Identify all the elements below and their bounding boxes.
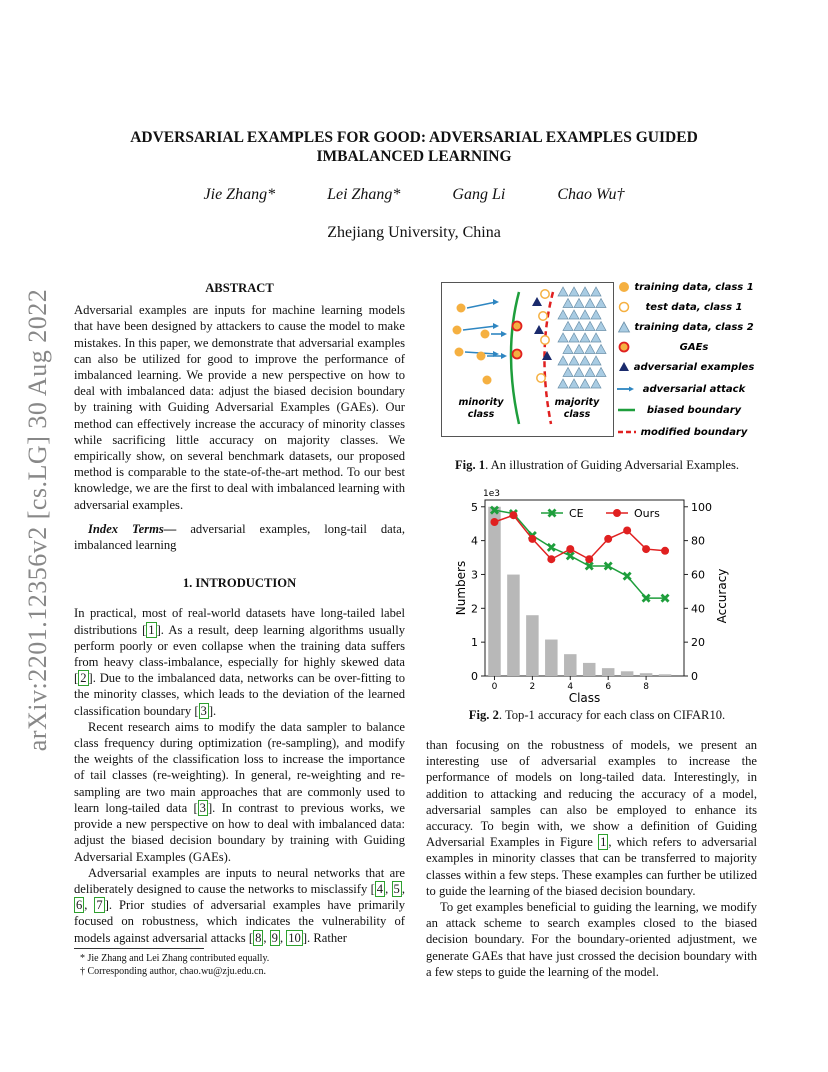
x-axis-label: Class	[568, 691, 601, 705]
figure-1-diagram	[441, 282, 755, 438]
class2-triangle	[585, 368, 595, 377]
point-ours-1	[509, 511, 517, 519]
class2-triangle	[580, 356, 590, 365]
class2-triangle	[563, 299, 573, 308]
class2-triangle	[558, 356, 568, 365]
legend-label-1: training data, class 1	[634, 282, 754, 293]
majority-label-1: majority	[554, 397, 600, 408]
class2-triangle	[574, 368, 584, 377]
intro-paragraph-1: In practical, most of real-world datasets have long-tailed label distributions [ 1 ]. As a result, deep learning algorithms usually perform poorly or even collapse when the training data suffers from heavy class-imbalance, especially for highly skewed data [ 2 ]. Due to the imbalanced data, networks can be over-fitting to the minority classes, which leads to the deviation of the learned classification boundary [ 3 ].	[74, 606, 405, 718]
class2-triangle	[574, 345, 584, 354]
class2-triangle	[574, 299, 584, 308]
legend-label-6: adversarial attack	[642, 384, 746, 395]
point-ours-6	[604, 535, 612, 543]
class2-triangle	[558, 333, 568, 342]
class2-triangle	[585, 299, 595, 308]
y2-tick-label: 40	[691, 602, 705, 616]
training-point-class1	[453, 326, 462, 335]
y2-tick-label: 20	[691, 636, 705, 650]
citation-link[interactable]: 2	[80, 671, 87, 686]
class2-triangles	[558, 287, 606, 388]
bar-class-1	[507, 575, 520, 676]
point-ours-7	[623, 526, 631, 534]
y-tick-label: 3	[471, 568, 478, 582]
class2-triangle	[563, 345, 573, 354]
right-paragraph-1: than focusing on the robustness of models, we present an interesting use of adversarial examples to increase the performance of models on long-tailed data. Interestingly, in addition to attacking and reducing the accuracy of a model, adversarial samples can also be employed to enhance its accuracy. To begin with, we show a definition of Guiding Adversarial Examples in Figure 1 , which refers to adversarial examples in minority classes that can be transferred to majority classes within a few steps. These examples can further be utilized to guide the learning of the biased decision boundary.	[426, 738, 757, 898]
test-point-class1	[541, 336, 549, 344]
point-ours-9	[661, 547, 669, 555]
right-column	[426, 737, 757, 980]
class2-triangle	[569, 379, 579, 388]
class2-triangle	[591, 310, 601, 319]
author-list	[60, 186, 768, 204]
y-tick-label: 5	[471, 500, 478, 514]
class2-triangle	[580, 310, 590, 319]
y2-tick-label: 60	[691, 568, 705, 582]
bar-class-3	[545, 640, 558, 676]
legend-label-7: biased boundary	[646, 405, 742, 416]
figure-2	[452, 486, 752, 706]
class2-triangle	[569, 333, 579, 342]
citation-link[interactable]: 3	[200, 703, 207, 718]
legend-label-ce: CE	[569, 507, 584, 520]
adversarial-point	[534, 325, 544, 334]
legend-label-5: adversarial examples	[633, 362, 755, 373]
class2-triangle	[569, 310, 579, 319]
gae-point	[513, 350, 522, 359]
abstract-text: Adversarial examples are inputs for machine learning models that have been designed by attackers to cause the model to make mistakes. In this paper, we demonstrate that adversarial examples can also be utilized for good to improve the performance of imbalanced learning. We provide a new perspective on how to deal with imbalanced data: adjust the biased decision boundary by training with Guiding Adversarial Examples (GAEs). Our method can effectively increase the accuracy of minority classes while sacrificing little accuracy on majority classes. We empirically show, on several benchmark datasets, our proposed method is comparable to the state-of-the-art method. To our best knowledge, we are the first to deal with imbalanced learning with adversarial examples.	[74, 303, 405, 512]
y-multiplier: 1e3	[483, 489, 500, 499]
test-point-class1	[537, 374, 545, 382]
footnotes	[80, 952, 400, 978]
y-axis-label: Numbers	[454, 560, 468, 616]
class2-triangle	[569, 356, 579, 365]
test-point-class1	[541, 290, 549, 298]
training-point-class1	[477, 352, 486, 361]
training-point-class1	[483, 376, 492, 385]
author-2: Lei Zhang*	[327, 186, 401, 203]
legend-label-ours: Ours	[634, 507, 660, 520]
citation-link[interactable]: 7	[96, 898, 103, 913]
legend-adversarial-icon	[619, 362, 629, 371]
x-tick-label: 8	[643, 682, 649, 692]
footnote-1: * Jie Zhang and Lei Zhang contributed equally.	[80, 953, 270, 964]
citation-link[interactable]: 8	[255, 930, 262, 945]
figure-2-chart	[452, 486, 752, 706]
arxiv-identifier: arXiv:2201.12356v2 [cs.LG] 30 Aug 2022	[23, 288, 52, 752]
point-ours-5	[585, 555, 593, 563]
y-tick-label: 1	[471, 636, 478, 650]
class2-triangle	[591, 333, 601, 342]
majority-label-2: class	[563, 409, 591, 420]
y2-tick-label: 100	[691, 500, 712, 514]
point-ours-4	[566, 545, 574, 553]
minority-label-2: class	[467, 409, 495, 420]
point-ce-3	[548, 544, 555, 551]
figure-link[interactable]: 1	[600, 835, 607, 850]
y2-axis-label: Accuracy	[715, 568, 729, 624]
author-3: Gang Li	[452, 186, 506, 203]
author-1: Jie Zhang*	[203, 186, 276, 203]
gae-point	[513, 322, 522, 331]
bar-class-7	[621, 671, 634, 676]
class2-triangle	[563, 368, 573, 377]
bar-class-9	[659, 674, 672, 676]
class2-triangle	[596, 345, 606, 354]
class2-triangle	[558, 310, 568, 319]
legend-label-4: GAEs	[679, 342, 709, 353]
right-paragraph-2: To get examples beneficial to guiding the learning, we modify an attack scheme to search examples closed to the biased decision boundary. For the boundary-oriented adjustment, we generate GAEs that have just crossed the decision boundary with a few steps to guide the learning of the model.	[426, 900, 757, 979]
class2-triangle	[569, 287, 579, 296]
citation-link[interactable]: 1	[148, 622, 155, 637]
legend-label-2: test data, class 1	[645, 302, 743, 313]
class2-triangle	[585, 345, 595, 354]
test-point-class1	[539, 312, 547, 320]
y-tick-label: 0	[471, 670, 478, 683]
intro-paragraph-2: Recent research aims to modify the data sampler to balance class frequency during optimization (re-sampling), and modify the weights of the classification loss to increase the importance of tail classes (re-weighting). In general, re-weighting and re-sampling are two main approaches that are commonly used to learn long-tailed data [ 3 ]. In contrast to previous works, we provide a new perspective on how to deal with imbalanced data: adjust the biased decision boundary by training with Guiding Adversarial Examples (GAEs).	[74, 719, 405, 864]
index-terms: Index Terms— adversarial examples, long-tail data, imbalanced learning	[74, 521, 405, 553]
adversarial-point	[532, 297, 542, 306]
x-tick-label: 0	[491, 682, 498, 692]
minority-label-1: minority	[458, 397, 504, 408]
bar-class-6	[602, 668, 615, 676]
intro-paragraph-3: Adversarial examples are inputs to neural networks that are deliberately designed to cause the networks to misclassify [ 4 , 5 , 6 , 7 ]. Prior studies of adversarial examples have primarily focused on robustness, which indicates the vulnerability of models against adversarial attacks [ 8 , 9 , 10 ]. Rather	[74, 865, 405, 945]
class2-triangle	[596, 299, 606, 308]
figure-2-caption: Fig. 2. Top-1 accuracy for each class on CIFAR10.	[468, 708, 726, 722]
legend-label-8: modified boundary	[640, 427, 748, 438]
y2-tick-label: 0	[691, 670, 698, 683]
legend-gaes-icon	[620, 343, 629, 352]
training-point-class1	[481, 330, 490, 339]
bar-class-2	[526, 615, 539, 676]
footnote-2: † Corresponding author, chao.wu@zju.edu.cn.	[80, 966, 266, 977]
attack-arrow	[463, 326, 496, 330]
citation-link[interactable]: 6	[76, 898, 83, 913]
x-tick-label: 2	[529, 682, 536, 692]
point-ours-0	[490, 518, 498, 526]
x-tick-label: 4	[567, 682, 574, 692]
citation-link[interactable]: 10	[288, 930, 301, 945]
legend-training-class1-icon	[619, 282, 629, 292]
class2-triangle	[580, 333, 590, 342]
intro-heading: 1. INTRODUCTION	[182, 576, 297, 591]
author-4: Chao Wu†	[557, 186, 625, 203]
bar-class-0	[488, 507, 501, 676]
y2-tick-label: 80	[691, 534, 705, 548]
bar-class-8	[640, 673, 653, 676]
citation-link[interactable]: 9	[271, 930, 278, 945]
point-ours-8	[642, 545, 650, 553]
class2-triangle	[591, 379, 601, 388]
attack-arrow-head	[501, 331, 507, 337]
class2-triangle	[580, 379, 590, 388]
class2-triangle	[580, 287, 590, 296]
class1-points	[453, 290, 553, 385]
bar-class-5	[583, 663, 596, 676]
class2-triangle	[585, 322, 595, 331]
y-tick-label: 2	[471, 602, 478, 616]
legend-training-class2-icon	[619, 322, 630, 332]
training-point-class1	[455, 348, 464, 357]
abstract-heading: ABSTRACT	[205, 281, 274, 295]
point-ours-2	[528, 535, 536, 543]
figure-1-caption: Fig. 1. An illustration of Guiding Adversarial Examples.	[454, 458, 740, 472]
point-ce-7	[624, 573, 631, 580]
legend-test-class1-icon	[620, 303, 629, 312]
class2-triangle	[558, 287, 568, 296]
class2-triangle	[558, 379, 568, 388]
citation-link[interactable]: 5	[393, 881, 400, 896]
class2-triangle	[574, 322, 584, 331]
footnote-rule	[74, 948, 204, 949]
citation-link[interactable]: 3	[199, 800, 206, 815]
attack-arrow-head	[501, 353, 507, 359]
y-tick-label: 4	[471, 534, 478, 548]
class2-triangle	[596, 368, 606, 377]
citation-link[interactable]: 4	[376, 881, 384, 896]
point-ce-4	[567, 552, 574, 559]
left-column	[74, 280, 405, 946]
bar-class-4	[564, 654, 577, 676]
point-ours-3	[547, 555, 555, 563]
class2-triangle	[563, 322, 573, 331]
paper-title: ADVERSARIAL EXAMPLES FOR GOOD: ADVERSARIAL EXAMPLES GUIDED IMBALANCED LEARNING	[130, 129, 698, 165]
training-point-class1	[457, 304, 466, 313]
figure-1	[441, 282, 755, 438]
attack-arrow	[467, 302, 496, 308]
class2-triangle	[591, 356, 601, 365]
affiliation: Zhejiang University, China	[327, 224, 501, 241]
legend-marker-ours	[613, 509, 621, 517]
legend-label-3: training data, class 2	[634, 322, 754, 333]
class2-triangle	[596, 322, 606, 331]
x-tick-label: 6	[605, 682, 612, 692]
class2-triangle	[591, 287, 601, 296]
attack-arrow-head	[493, 323, 499, 329]
attack-arrow-head	[493, 299, 499, 305]
